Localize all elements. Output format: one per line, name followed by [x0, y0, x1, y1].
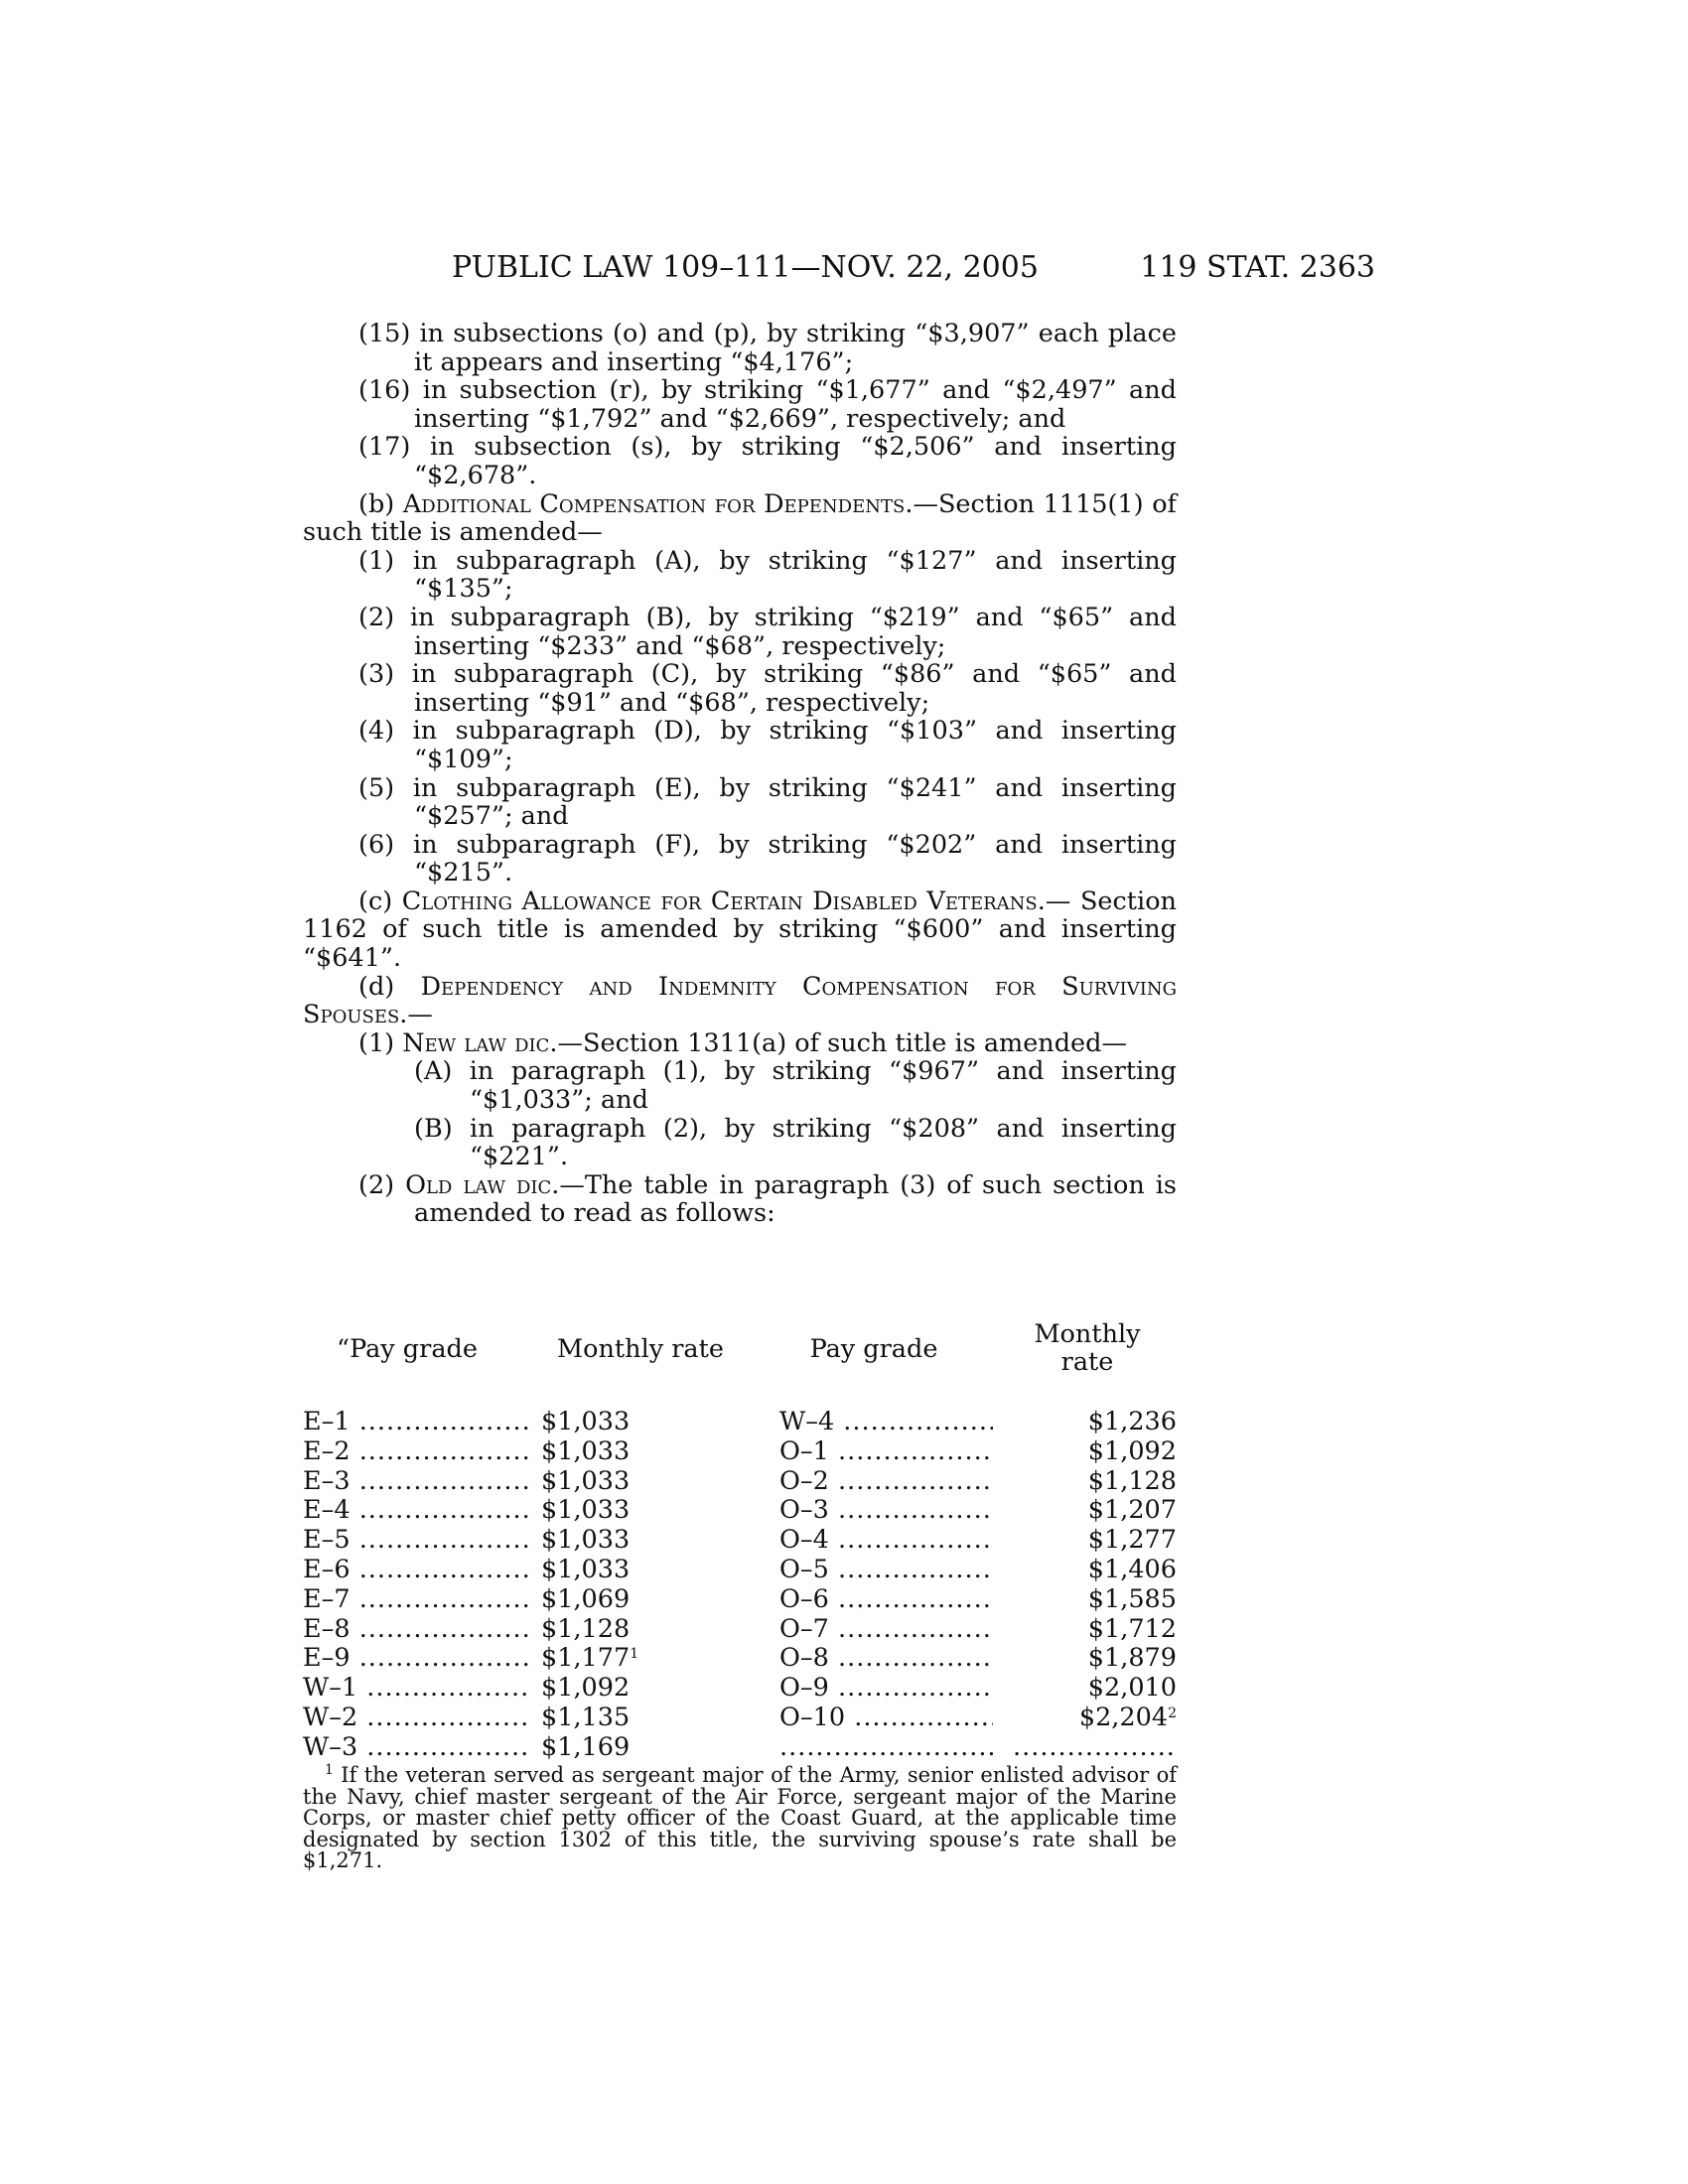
- pay-grade-cell: O–7 .....: [779, 1615, 993, 1645]
- monthly-rate-cell: $1,069: [541, 1583, 631, 1614]
- subsection-d-2-text: —The table in paragraph (3) of such section is amended to read as follows:: [414, 1169, 1177, 1229]
- monthly-rate-cell: $1,033: [541, 1495, 631, 1526]
- table-row: [303, 1704, 1177, 1733]
- subsection-b: [303, 490, 1177, 547]
- pay-grade-cell: O–2 .....: [779, 1467, 993, 1497]
- pay-grade-cell: W–2 .....: [303, 1704, 531, 1733]
- pay-grade-cell: O–5 .....: [779, 1556, 993, 1585]
- subsection-b-2: (2) in subparagraph (B), by striking “$219” and “$65” and inserting “$233” and “$68”, respectively;: [358, 602, 1177, 661]
- pay-grade-cell: O–10 .....: [779, 1704, 993, 1733]
- subsection-d-1-b: (B) in paragraph (2), by striking “$208” and inserting “$221”.: [414, 1113, 1177, 1172]
- column-header-monthly-rate-left: Monthly rate: [557, 1334, 724, 1364]
- pay-grade-cell: E–8 .....: [303, 1615, 531, 1645]
- subsection-d-heading: Dependency and Indemnity Compensation for Surviving Spouses.: [303, 971, 1177, 1030]
- empty-leader-cell: [779, 1733, 993, 1763]
- monthly-rate-cell: [1013, 1704, 1177, 1733]
- pay-grade-cell: O–6 .....: [779, 1585, 993, 1615]
- pay-grade-cell: E–2 .....: [303, 1437, 531, 1467]
- monthly-rate-cell: $1,135: [541, 1702, 631, 1732]
- monthly-rate-cell: $1,879: [1087, 1643, 1177, 1674]
- monthly-rate-cell: $1,277: [1087, 1525, 1177, 1556]
- monthly-rate-cell: $1,128: [541, 1613, 631, 1644]
- subsection-d-1-a: (A) in paragraph (1), by striking “$967” and inserting “$1,033”; and: [414, 1056, 1177, 1116]
- subsection-b-3: (3) in subparagraph (C), by striking “$86” and “$65” and inserting “$91” and “$68”, respectively;: [358, 659, 1177, 718]
- amendment-text: [303, 320, 1177, 1228]
- subsection-b-5: (5) in subparagraph (E), by striking “$241” and inserting “$257”; and: [358, 772, 1177, 832]
- statute-page-number: 119 STAT. 2363: [1140, 250, 1375, 285]
- subsection-d-1: [303, 1029, 1177, 1058]
- monthly-rate-value: $2,204: [1078, 1702, 1169, 1732]
- pay-grade-cell: E–6 .....: [303, 1556, 531, 1585]
- monthly-rate-cell: $1,092: [1087, 1435, 1177, 1466]
- pay-grade-cell: E–7 .....: [303, 1585, 531, 1615]
- monthly-rate-cell: $1,092: [541, 1673, 631, 1704]
- monthly-rate-cell: $1,128: [1087, 1465, 1177, 1496]
- table-row: [303, 1615, 1177, 1645]
- pay-grade-cell: O–9 .....: [779, 1674, 993, 1704]
- old-law-dic-rate-table: [303, 1320, 1177, 1762]
- pay-grade-cell: W–3 .....: [303, 1733, 531, 1763]
- subsection-d-label: (d): [358, 971, 421, 1002]
- monthly-rate-value: $1,177: [541, 1643, 631, 1674]
- empty-leader-cell: [1013, 1733, 1177, 1763]
- column-header-pay-grade-right: Pay grade: [809, 1334, 938, 1364]
- subsection-c-heading: Clothing Allowance for Certain Disabled Veterans.: [401, 886, 1046, 916]
- table-row: [303, 1408, 1177, 1437]
- pay-grade-cell: O–3 .....: [779, 1496, 993, 1526]
- paragraph-16: (16) in subsection (r), by striking “$1,677” and “$2,497” and inserting “$1,792” and “$2,669”, respectively; and: [358, 375, 1177, 434]
- footnote-text: If the veteran served as sergeant major of the Army, senior enlisted advisor of the Navy, chief master sergeant of the Air Force, sergeant major of the Marine Corps, or master chief petty officer of the Coast Guard, at the applicable time designated by section 1302 of this title, the surviving spouse’s rate shall be $1,271.: [303, 1763, 1177, 1872]
- subsection-d-2-label: (2): [358, 1169, 406, 1200]
- pay-grade-cell: E–3 .....: [303, 1467, 531, 1497]
- subsection-d-text: —: [407, 1000, 433, 1030]
- table-row: [303, 1585, 1177, 1615]
- column-header-monthly-rate-right: Monthly rate: [1034, 1319, 1141, 1377]
- subsection-d-1-heading: New law dic.: [402, 1027, 558, 1058]
- pay-grade-cell: E–5 .....: [303, 1526, 531, 1556]
- table-row: [303, 1526, 1177, 1556]
- footnote-reference: 1: [630, 1646, 639, 1663]
- subsection-b-4: (4) in subparagraph (D), by striking “$103” and inserting “$109”;: [358, 716, 1177, 774]
- subsection-b-label: (b): [358, 488, 403, 519]
- pay-grade-cell: W–4 .....: [779, 1408, 993, 1437]
- table-row: [303, 1674, 1177, 1704]
- subsection-d-2-heading: Old law dic.: [405, 1169, 560, 1200]
- page-header: [452, 248, 1375, 288]
- paragraph-15: (15) in subsections (o) and (p), by striking “$3,907” each place it appears and inserting “$4,176”;: [358, 319, 1177, 377]
- column-header-pay-grade-left: “Pay grade: [337, 1334, 478, 1364]
- subsection-d-1-label: (1): [358, 1027, 403, 1058]
- subsection-b-1: (1) in subparagraph (A), by striking “$127” and inserting “$135”;: [358, 545, 1177, 605]
- monthly-rate-cell: [541, 1644, 740, 1674]
- footnote-marker: 1: [325, 1762, 334, 1778]
- public-law-citation: PUBLIC LAW 109–111—NOV. 22, 2005: [452, 250, 1039, 285]
- monthly-rate-cell: $1,033: [541, 1407, 631, 1436]
- subsection-b-6: (6) in subparagraph (F), by striking “$202” and inserting “$215”.: [358, 829, 1177, 888]
- monthly-rate-cell: $2,010: [1087, 1673, 1177, 1704]
- subsection-d: [303, 973, 1177, 1029]
- monthly-rate-cell: $1,712: [1087, 1613, 1177, 1644]
- monthly-rate-cell: $1,406: [1087, 1554, 1177, 1584]
- monthly-rate-cell: $1,033: [541, 1525, 631, 1556]
- subsection-c: [303, 887, 1177, 973]
- pay-grade-cell: E–9 .....: [303, 1644, 531, 1674]
- pay-grade-cell: E–4 .....: [303, 1496, 531, 1526]
- monthly-rate-cell: $1,236: [1087, 1407, 1177, 1436]
- pay-grade-cell: O–4 .....: [779, 1526, 993, 1556]
- table-row: [303, 1437, 1177, 1467]
- subsection-c-label: (c): [358, 886, 402, 916]
- monthly-rate-cell: $1,207: [1087, 1495, 1177, 1526]
- subsection-d-1-text: —Section 1311(a) of such title is amended—: [557, 1027, 1127, 1058]
- monthly-rate-cell: $1,033: [541, 1465, 631, 1496]
- footnote-1: [303, 1762, 1177, 1872]
- table-body: [303, 1408, 1177, 1763]
- subsection-c-text: — Section 1162 of such title is amended by striking “$600” and inserting “$641”.: [303, 886, 1177, 974]
- pay-grade-cell: E–1 .....: [303, 1408, 531, 1437]
- monthly-rate-cell: $1,033: [541, 1554, 631, 1584]
- footnote-reference: 2: [1168, 1705, 1177, 1721]
- table-row: [303, 1556, 1177, 1585]
- pay-grade-cell: O–1 .....: [779, 1437, 993, 1467]
- table-row: [303, 1733, 1177, 1763]
- table-row: [303, 1644, 1177, 1674]
- table-footnote: [303, 1762, 1177, 1872]
- monthly-rate-cell: $1,585: [1087, 1583, 1177, 1614]
- pay-grade-cell: W–1 .....: [303, 1674, 531, 1704]
- table-row: [303, 1467, 1177, 1497]
- pay-grade-cell: O–8 .....: [779, 1644, 993, 1674]
- subsection-d-2: [303, 1171, 1177, 1228]
- paragraph-17: (17) in subsection (s), by striking “$2,506” and inserting “$2,678”.: [358, 432, 1177, 490]
- monthly-rate-cell: $1,033: [541, 1435, 631, 1466]
- subsection-b-text: —Section 1115(1) of such title is amended—: [303, 488, 1177, 548]
- subsection-b-heading: Additional Compensation for Dependents.: [402, 488, 914, 519]
- table-row: [303, 1496, 1177, 1526]
- monthly-rate-cell: $1,169: [541, 1731, 631, 1762]
